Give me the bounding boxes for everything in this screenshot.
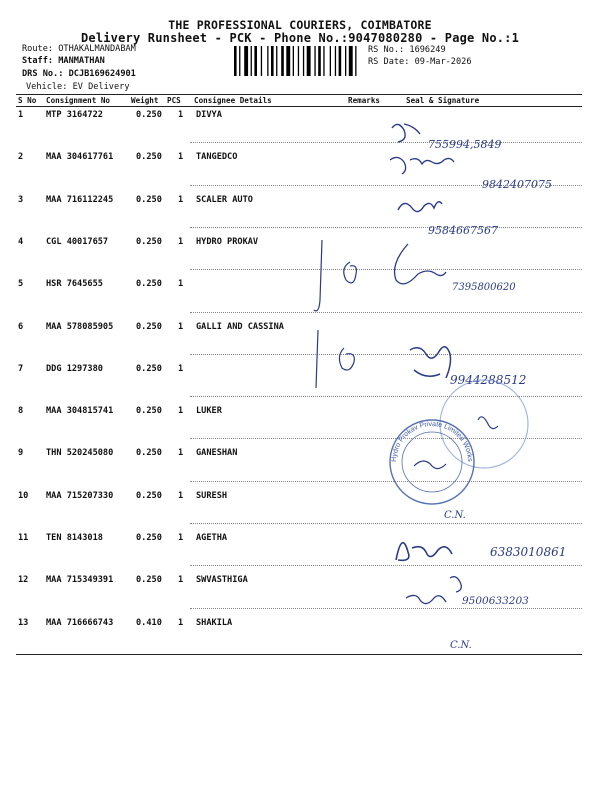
cell-pcs: 1 [178,363,184,374]
cell-weight: 0.250 [136,575,162,586]
row-separator [190,565,582,566]
row-separator [190,185,582,186]
cell-consignee: SCALER AUTO [196,194,253,205]
cell-consignee: HYDRO PROKAV [196,236,259,247]
cell-consignment: MAA 304815741 [46,406,114,417]
barcode-bar [293,46,294,76]
barcode-bar [307,46,311,76]
cell-sno: 12 [18,575,29,586]
table-row [0,195,600,237]
vehicle-line [26,82,130,92]
cell-consignee: SHAKILA [196,617,233,628]
col-seal: Seal & Signature [406,96,480,105]
rs-date-line [368,57,472,67]
col-consignee: Consignee Details [194,96,272,105]
runsheet-subtitle: Delivery Runsheet - PCK - Phone No.:9047080280 - Page No.:1 [80,31,520,45]
table-row [0,491,600,533]
cell-weight: 0.250 [136,321,162,332]
barcode-bar [318,46,321,76]
col-remarks: Remarks [348,96,381,105]
cell-pcs: 1 [178,321,184,332]
rs-no-line [368,45,446,55]
cell-weight: 0.410 [136,617,162,628]
cell-consignee: TANGEDCO [196,152,238,163]
cell-weight: 0.250 [136,194,162,205]
table-row [0,152,600,194]
cell-consignment: MAA 304617761 [46,152,114,163]
cell-consignment: HSR 7645655 [46,279,103,290]
phone-handwriting-5: 7395800620 [452,282,516,293]
staff-line [22,56,105,66]
barcode-bar [314,46,315,76]
rs-no-value: 1696249 [409,45,446,55]
cell-consignee: AGETHA [196,533,228,543]
barcode-bar [251,46,252,76]
phone-handwriting-11: 6383010861 [490,545,567,559]
rs-date-value: 09-Mar-2026 [414,57,472,67]
staff-value: MANMATHAN [58,56,105,66]
barcode-bar [355,46,356,76]
cell-sno: 8 [18,406,24,417]
cell-pcs: 1 [178,533,184,543]
company-title: THE PROFESSIONAL COURIERS, COIMBATORE [168,18,432,32]
row-separator [190,608,582,609]
cell-consignment: MAA 716666743 [46,617,114,628]
cell-consignment: MTP 3164722 [46,110,103,120]
cell-weight: 0.250 [136,448,162,459]
table-row [0,364,600,406]
col-weight: Weight [131,96,159,105]
barcode-bar [286,46,290,76]
barcode-bar [244,46,248,76]
cn-handwriting-13: C.N. [450,640,472,651]
cell-consignment: MAA 578085905 [46,321,114,332]
cell-pcs: 1 [178,490,184,501]
vehicle-value: EV Delivery [72,82,130,92]
cell-consignee: GALLI AND CASSINA [196,321,284,332]
row-separator [190,438,582,439]
barcode [234,46,364,76]
cell-consignment: MAA 715207330 [46,490,114,501]
cell-consignment: MAA 716112245 [46,194,114,205]
cell-weight: 0.250 [136,110,162,120]
cell-weight: 0.250 [136,490,162,501]
table-row [0,322,600,364]
cell-sno: 4 [18,236,24,247]
table-row [0,533,600,575]
row-separator [190,523,582,524]
col-sno: S No [18,96,37,105]
cell-sno: 9 [18,448,24,459]
cell-sno: 6 [18,321,24,332]
stamp-text: Hydro Prokav Private Limited Works [390,420,474,463]
cell-pcs: 1 [178,448,184,459]
cell-weight: 0.250 [136,152,162,163]
table-row [0,237,600,279]
cell-sno: 2 [18,152,24,163]
table-top-rule [16,94,582,95]
drs-value: DCJB169624901 [68,69,136,79]
row-separator [190,396,582,397]
cell-sno: 10 [18,490,29,501]
barcode-bar [254,46,257,76]
cell-weight: 0.250 [136,363,162,374]
cell-consignee: GANESHAN [196,448,238,459]
row-separator [190,312,582,313]
col-pcs: PCS [167,96,181,105]
row-separator [190,354,582,355]
cell-consignment: CGL 40017657 [46,236,109,247]
cell-sno: 13 [18,617,29,628]
cell-pcs: 1 [178,575,184,586]
row-separator [190,481,582,482]
barcode-bar [345,46,346,76]
cell-pcs: 1 [178,236,184,247]
phone-handwriting-7: 9944288512 [450,373,527,387]
barcode-bar [349,46,353,76]
cn-handwriting-10: C.N. [444,510,466,521]
cell-pcs: 1 [178,617,184,628]
col-consignment: Consignment No [46,96,111,105]
cell-pcs: 1 [178,152,184,163]
row-separator [190,142,582,143]
cell-sno: 5 [18,279,24,290]
table-row [0,279,600,321]
table-row [0,110,600,152]
cell-weight: 0.250 [136,533,162,543]
cell-pcs: 1 [178,406,184,417]
phone-handwriting-1: 755994,5849 [428,138,502,151]
table-row [0,575,600,617]
barcode-bar [261,46,262,76]
cell-consignee: DIVYA [196,110,222,120]
cell-sno: 1 [18,110,24,120]
route-line [22,44,136,54]
table-bottom-rule [16,654,582,655]
cell-consignment: THN 520245080 [46,448,114,459]
barcode-bar [323,46,324,76]
cell-weight: 0.250 [136,279,162,290]
barcode-bar [335,46,336,76]
barcode-bar [281,46,284,76]
cell-consignee: SURESH [196,490,228,501]
cell-weight: 0.250 [136,406,162,417]
table-row [0,448,600,490]
phone-handwriting-3: 9584667567 [428,224,498,237]
cell-consignee: SWVASTHIGA [196,575,248,586]
cell-consignment: MAA 715349391 [46,575,114,586]
barcode-bar [330,46,331,76]
cell-sno: 11 [18,533,29,543]
cell-pcs: 1 [178,194,184,205]
barcode-bar [239,46,240,76]
barcode-bar [303,46,304,76]
phone-handwriting-12: 9500633203 [462,595,529,607]
cell-consignment: TEN 8143018 [46,533,103,543]
row-separator [190,269,582,270]
route-label: Route: [22,44,54,54]
vehicle-label: Vehicle: [26,82,68,92]
rs-date-label: RS Date: [368,57,410,67]
cell-consignment: DDG 1297380 [46,363,103,374]
staff-label: Staff: [22,56,54,66]
barcode-bar [234,46,237,76]
cell-sno: 3 [18,194,24,205]
cell-pcs: 1 [178,110,184,120]
route-value: OTHAKALMANDABAM [58,44,136,54]
barcode-bar [267,46,268,76]
rs-no-label: RS No.: [368,45,405,55]
cell-consignee: LUKER [196,406,222,417]
drs-label: DRS No.: [22,69,64,79]
cell-weight: 0.250 [136,236,162,247]
phone-handwriting-2: 9842407075 [482,178,552,191]
cell-sno: 7 [18,363,24,374]
table-header-rule [16,106,582,107]
barcode-bar [271,46,274,76]
row-separator [190,227,582,228]
barcode-bar [298,46,299,76]
table-row [0,406,600,448]
barcode-bar [276,46,277,76]
drs-line [22,69,136,79]
cell-pcs: 1 [178,279,184,290]
barcode-bar [339,46,342,76]
